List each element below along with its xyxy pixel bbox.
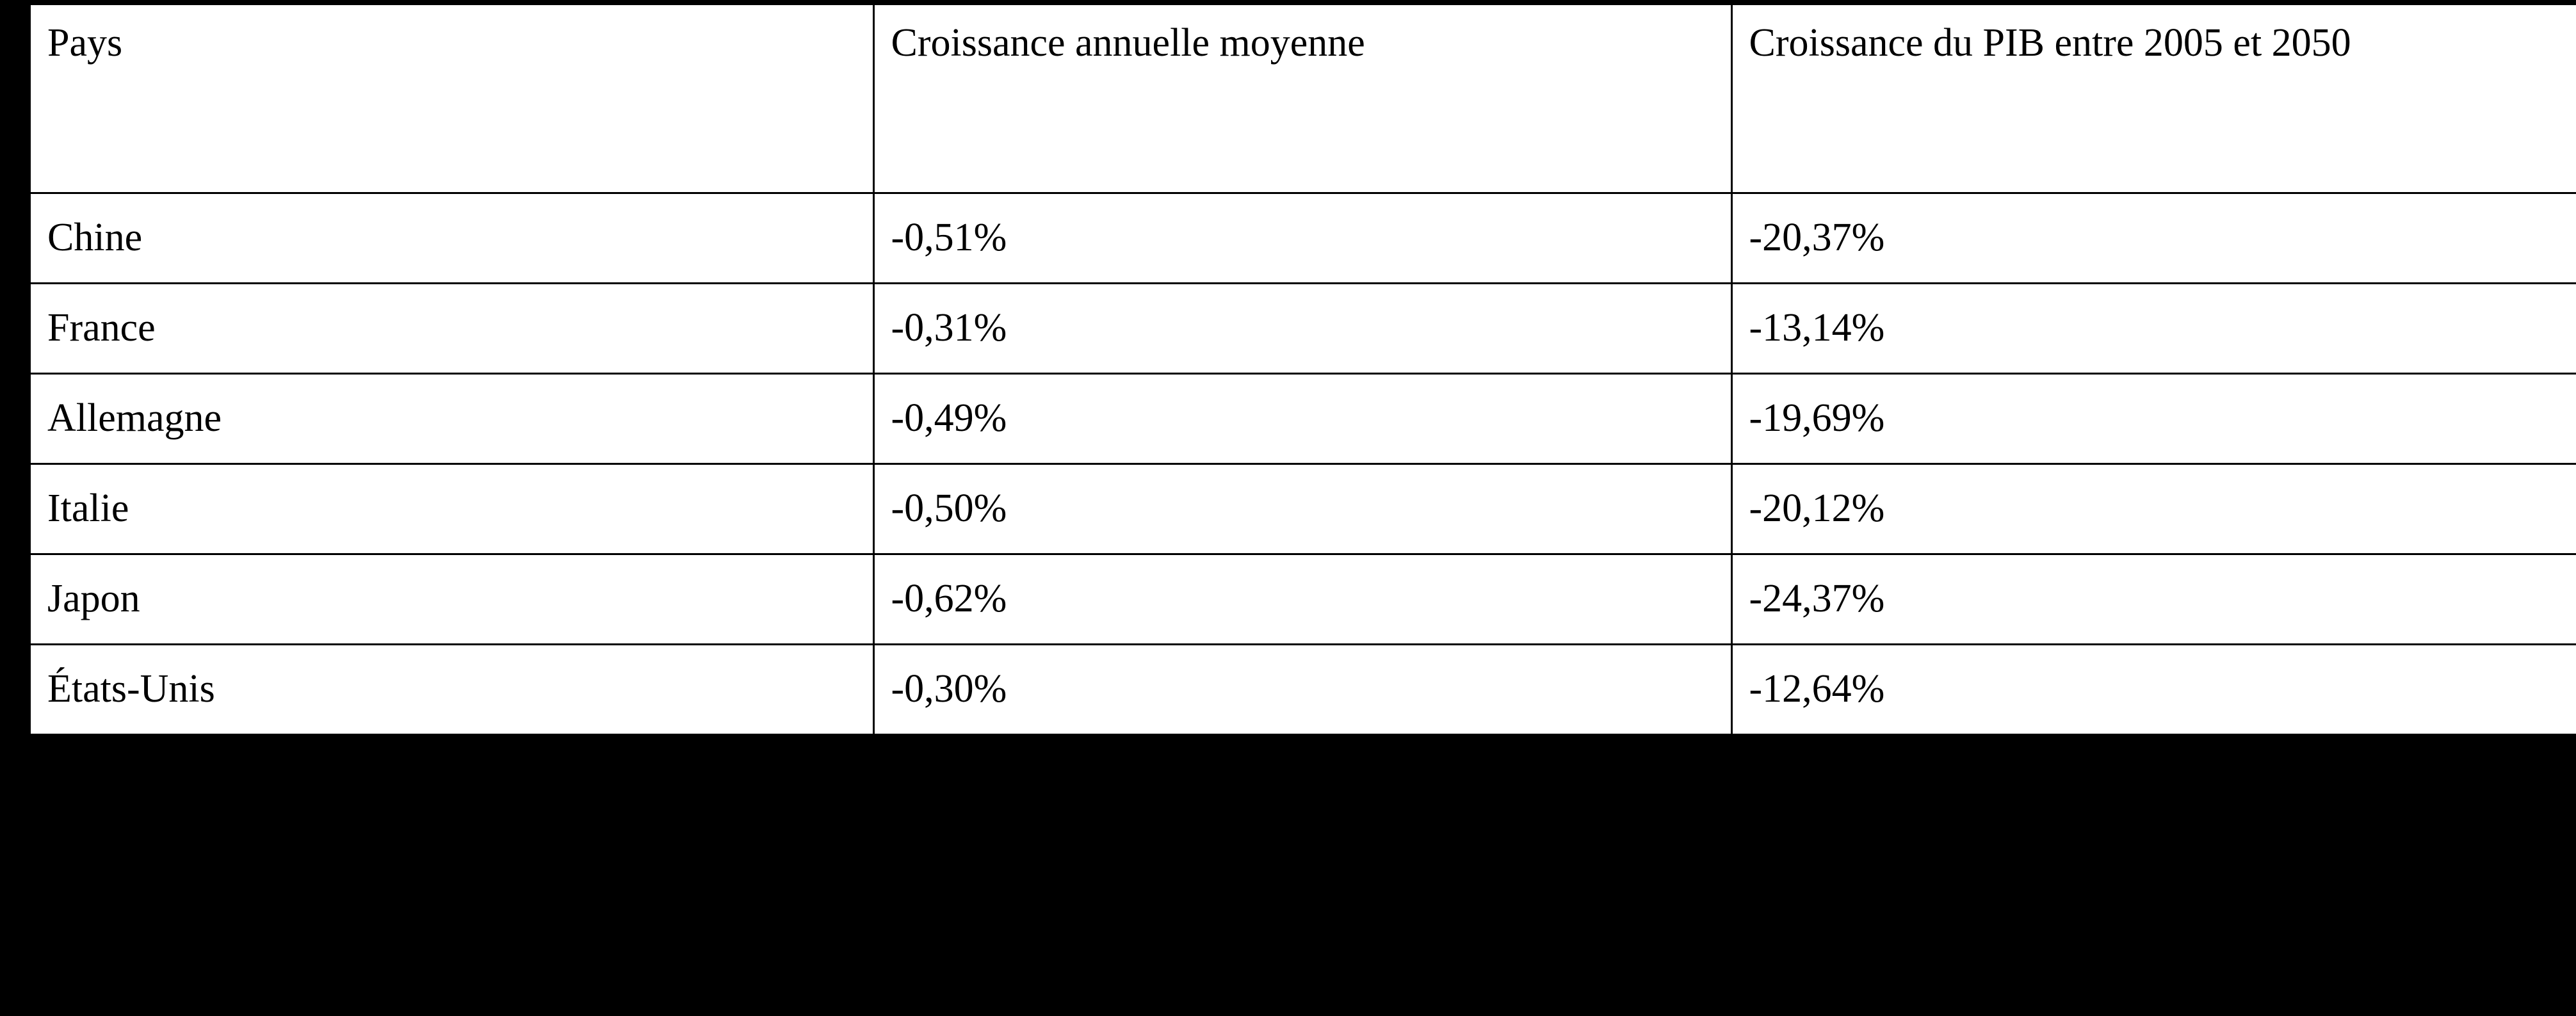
header-label-croissance-pib: Croissance du PIB entre 2005 et 2050 xyxy=(1749,21,2351,65)
value-croissance-pib: -20,12% xyxy=(1749,487,1885,531)
header-label-pays: Pays xyxy=(47,21,123,65)
value-croissance-pib: -24,37% xyxy=(1749,577,1885,621)
cell-pays xyxy=(28,284,873,374)
value-pays: France xyxy=(47,306,156,350)
table-row xyxy=(28,374,2576,464)
cell-pays xyxy=(28,645,873,735)
cell-croissance-annuelle xyxy=(873,374,1731,464)
value-croissance-annuelle: -0,51% xyxy=(891,216,1007,260)
value-croissance-annuelle: -0,30% xyxy=(891,667,1007,711)
table-container xyxy=(26,0,2576,736)
value-croissance-annuelle: -0,49% xyxy=(891,396,1007,440)
value-croissance-pib: -20,37% xyxy=(1749,216,1885,260)
header-cell-croissance-annuelle xyxy=(873,3,1731,193)
cell-pays xyxy=(28,374,873,464)
value-pays: Japon xyxy=(47,577,140,621)
value-pays: Chine xyxy=(47,216,143,260)
cell-croissance-annuelle xyxy=(873,645,1731,735)
cell-croissance-annuelle xyxy=(873,284,1731,374)
cell-croissance-pib xyxy=(1731,374,2576,464)
cell-pays xyxy=(28,464,873,554)
cell-croissance-pib xyxy=(1731,193,2576,284)
growth-table xyxy=(26,0,2576,736)
table-row xyxy=(28,554,2576,645)
value-croissance-pib: -19,69% xyxy=(1749,396,1885,440)
value-croissance-pib: -13,14% xyxy=(1749,306,1885,350)
table-row xyxy=(28,193,2576,284)
cell-croissance-annuelle xyxy=(873,554,1731,645)
table-row xyxy=(28,284,2576,374)
header-cell-croissance-pib xyxy=(1731,3,2576,193)
cell-croissance-pib xyxy=(1731,284,2576,374)
table-row xyxy=(28,464,2576,554)
value-croissance-annuelle: -0,50% xyxy=(891,487,1007,531)
header-cell-pays xyxy=(28,3,873,193)
table-row xyxy=(28,645,2576,735)
value-pays: Italie xyxy=(47,487,129,531)
cell-croissance-annuelle xyxy=(873,193,1731,284)
cell-croissance-pib xyxy=(1731,554,2576,645)
cell-pays xyxy=(28,193,873,284)
cell-croissance-annuelle xyxy=(873,464,1731,554)
value-pays: Allemagne xyxy=(47,396,222,440)
cell-pays xyxy=(28,554,873,645)
value-pays: États-Unis xyxy=(47,667,215,711)
cell-croissance-pib xyxy=(1731,464,2576,554)
value-croissance-annuelle: -0,62% xyxy=(891,577,1007,621)
table-header-row xyxy=(28,3,2576,193)
value-croissance-pib: -12,64% xyxy=(1749,667,1885,711)
value-croissance-annuelle: -0,31% xyxy=(891,306,1007,350)
header-label-croissance-annuelle: Croissance annuelle moyenne xyxy=(891,21,1365,65)
cell-croissance-pib xyxy=(1731,645,2576,735)
